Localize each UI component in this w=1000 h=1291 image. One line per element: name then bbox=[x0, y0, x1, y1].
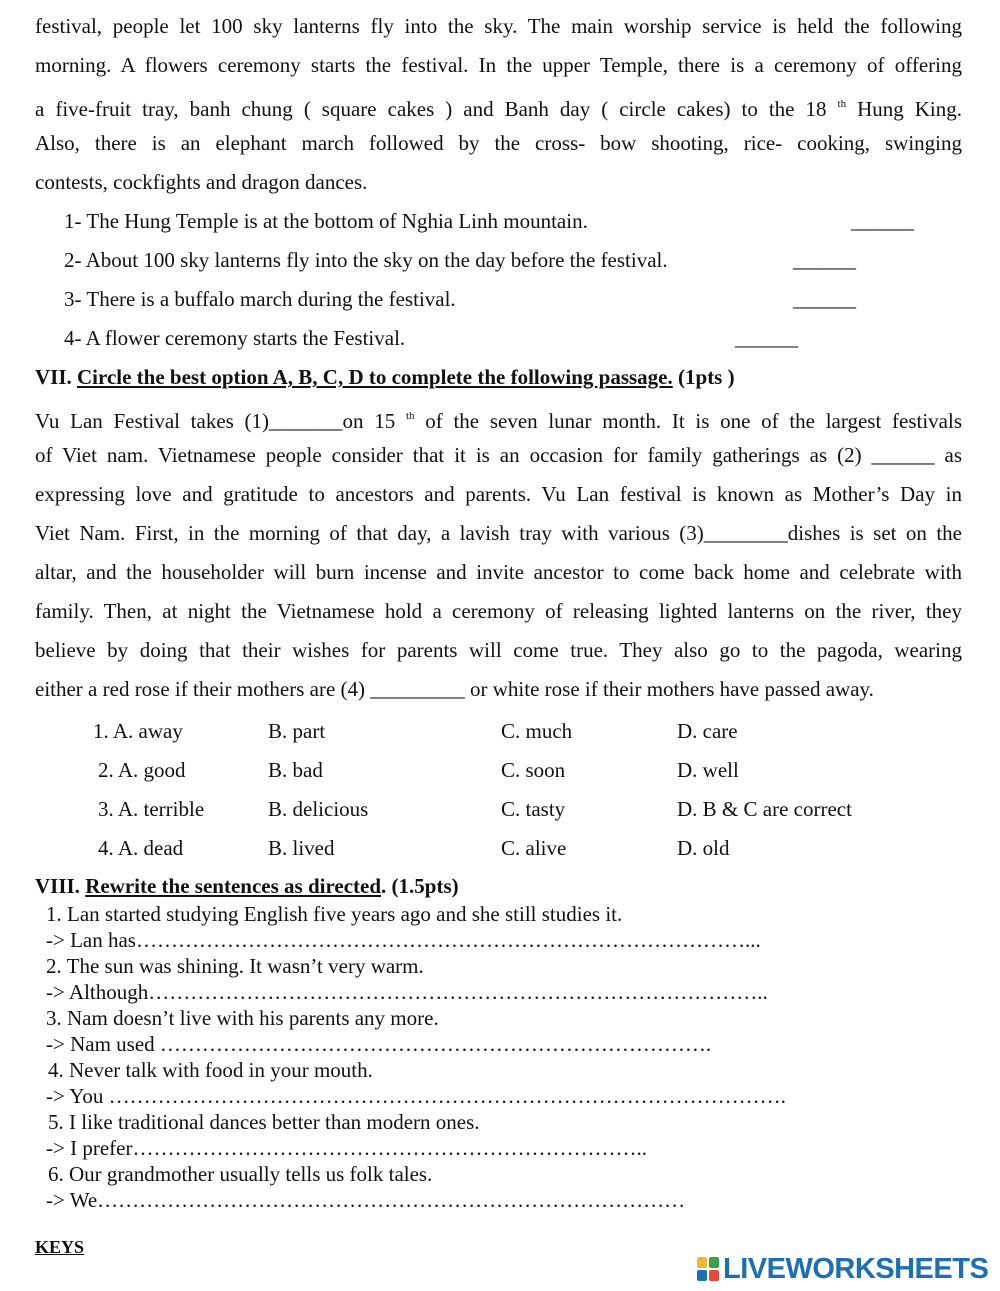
rewrite-answer-1[interactable]: -> Lan has……………………………………………………………………………... bbox=[46, 928, 761, 952]
statement-4: 4- A flower ceremony starts the Festival. bbox=[64, 326, 406, 350]
reading-passage-continued bbox=[35, 7, 962, 202]
passage-line: festival, people let 100 sky lanterns fly into the sky. The main worship service is held the following bbox=[35, 14, 962, 38]
passage-line: contests, cockfights and dragon dances. bbox=[35, 170, 368, 194]
passage-line: either a red rose if their mothers are (4) _________ or white rose if their mothers have passed away. bbox=[35, 677, 874, 701]
passage-line: family. Then, at night the Vietnamese hold a ceremony of releasing lighted lanterns on the river, they bbox=[35, 599, 962, 623]
superscript: th bbox=[837, 98, 847, 110]
option-d[interactable]: D. B & C are correct bbox=[677, 797, 852, 821]
option-b[interactable]: B. delicious bbox=[268, 797, 369, 821]
rewrite-sentence-3: 3. Nam doesn’t live with his parents any more. bbox=[46, 1006, 439, 1030]
option-b[interactable]: B. lived bbox=[268, 836, 335, 860]
section-instruction: Circle the best option A, B, C, D to complete the following passage. bbox=[77, 365, 673, 389]
passage-line: morning. A flowers ceremony starts the festival. In the upper Temple, there is a ceremony of offering bbox=[35, 53, 962, 77]
option-a[interactable]: 1. A. away bbox=[93, 719, 183, 743]
passage-line: Also, there is an elephant march followed by the cross- bow shooting, rice- cooking, swinging bbox=[35, 131, 962, 155]
rewrite-answer-3[interactable]: -> Nam used ……………………………………………………………………. bbox=[46, 1032, 712, 1056]
passage-line: believe by doing that their wishes for parents will come true. They also go to the pagoda, wearing bbox=[35, 638, 962, 662]
logo-icon bbox=[697, 1257, 719, 1281]
option-c[interactable]: C. alive bbox=[501, 836, 567, 860]
passage-line bbox=[35, 85, 962, 124]
passage-text: a five-fruit tray, banh chung ( square cakes ) and Banh day ( circle cakes) to the 18 bbox=[35, 97, 827, 121]
superscript: th bbox=[405, 410, 415, 422]
rewrite-answer-5[interactable]: -> I prefer……………………………………………………………….. bbox=[46, 1136, 647, 1160]
logo-square bbox=[709, 1270, 719, 1281]
cloze-passage bbox=[35, 397, 962, 709]
rewrite-sentence-6: 6. Our grandmother usually tells us folk tales. bbox=[48, 1162, 433, 1186]
rewrite-sentence-4: 4. Never talk with food in your mouth. bbox=[48, 1058, 373, 1082]
option-d[interactable]: D. old bbox=[677, 836, 730, 860]
passage-text: of the seven lunar month. It is one of the largest festivals bbox=[425, 409, 963, 433]
option-row bbox=[0, 790, 1000, 829]
rewrite-answer-4[interactable]: -> You ……………………………………………………………………………………. bbox=[46, 1084, 786, 1108]
statement-2: 2- About 100 sky lanterns fly into the sky on the day before the festival. bbox=[64, 248, 668, 272]
option-row bbox=[0, 751, 1000, 790]
logo-text: LIVEWORKSHEETS bbox=[723, 1252, 989, 1285]
rewrite-answer-2[interactable]: -> Although…………………………………………………………………………….. bbox=[46, 980, 768, 1004]
logo-square bbox=[697, 1257, 707, 1268]
section-instruction: Rewrite the sentences as directed bbox=[85, 874, 382, 898]
option-c[interactable]: C. soon bbox=[501, 758, 566, 782]
rewrite-sentence-1: 1. Lan started studying English five years ago and she still studies it. bbox=[46, 902, 623, 926]
option-row bbox=[0, 829, 1000, 868]
passage-line: of Viet nam. Vietnamese people consider that it is an occasion for family gatherings as (2) ______ as bbox=[35, 443, 962, 467]
liveworksheets-logo[interactable] bbox=[697, 1254, 988, 1284]
section-8-heading bbox=[35, 868, 459, 904]
option-b[interactable]: B. bad bbox=[268, 758, 323, 782]
option-a[interactable]: 3. A. terrible bbox=[98, 797, 205, 821]
option-b[interactable]: B. part bbox=[268, 719, 326, 743]
answer-blank-3[interactable]: ______ bbox=[793, 287, 856, 311]
section-points: (1pts ) bbox=[672, 365, 735, 389]
answer-blank-1[interactable]: ______ bbox=[851, 209, 914, 233]
option-c[interactable]: C. tasty bbox=[501, 797, 566, 821]
option-d[interactable]: D. care bbox=[677, 719, 738, 743]
passage-line: altar, and the householder will burn incense and invite ancestor to come back home and celebrate with bbox=[35, 560, 962, 584]
rewrite-sentence-2: 2. The sun was shining. It wasn’t very warm. bbox=[46, 954, 424, 978]
rewrite-answer-6[interactable]: -> We………………………………………………………………………… bbox=[46, 1188, 686, 1212]
option-c[interactable]: C. much bbox=[501, 719, 573, 743]
option-d[interactable]: D. well bbox=[677, 758, 739, 782]
passage-text: Vu Lan Festival takes (1)_______on 15 bbox=[35, 409, 396, 433]
logo-square bbox=[709, 1257, 719, 1268]
keys-heading: KEYS bbox=[35, 1237, 85, 1257]
logo-square bbox=[697, 1270, 707, 1281]
answer-blank-4[interactable]: ______ bbox=[735, 326, 798, 350]
option-a[interactable]: 2. A. good bbox=[98, 758, 186, 782]
section-points: . (1.5pts) bbox=[381, 874, 459, 898]
rewrite-sentence-5: 5. I like traditional dances better than modern ones. bbox=[48, 1110, 480, 1134]
option-row bbox=[0, 712, 1000, 751]
passage-line: expressing love and gratitude to ancestors and parents. Vu Lan festival is known as Mother’s Day in bbox=[35, 482, 962, 506]
passage-text: Hung King. bbox=[857, 97, 963, 121]
option-a[interactable]: 4. A. dead bbox=[98, 836, 184, 860]
passage-line bbox=[35, 397, 962, 436]
statement-3: 3- There is a buffalo march during the festival. bbox=[64, 287, 456, 311]
answer-blank-2[interactable]: ______ bbox=[793, 248, 856, 272]
passage-line: Viet Nam. First, in the morning of that day, a lavish tray with various (3)________dishes is set on the bbox=[35, 521, 962, 545]
section-number: VII. bbox=[35, 365, 78, 389]
statement-1: 1- The Hung Temple is at the bottom of Nghia Linh mountain. bbox=[64, 209, 588, 233]
section-number: VIII. bbox=[35, 874, 86, 898]
section-7-heading bbox=[35, 358, 735, 397]
